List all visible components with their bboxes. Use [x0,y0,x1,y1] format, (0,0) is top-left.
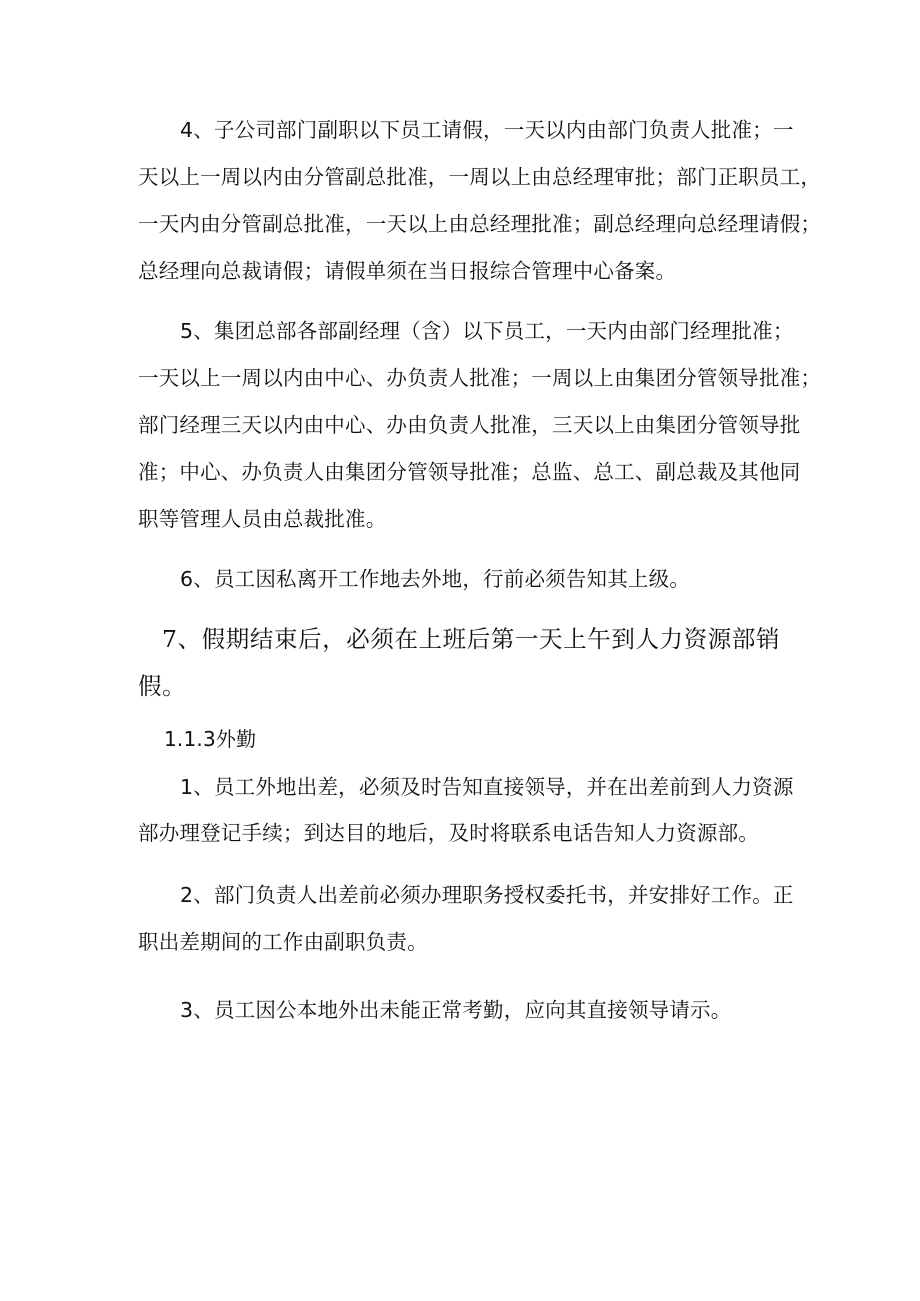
item-5-line-1: 5、集团总部各部副经理（含）以下员工，一天内由部门经理批准； [180,319,794,343]
out-1-line-1: 1、员工外地出差，必须及时告知直接领导，并在出差前到人力资源 [180,775,794,799]
item-7-line-1: 7、假期结束后，必须在上班后第一天上午到人力资源部销 [162,625,781,653]
item-5-line-3: 部门经理三天以内由中心、办由负责人批准，三天以上由集团分管领导批 [138,413,801,437]
item-5-line-5: 职等管理人员由总裁批准。 [138,507,387,531]
out-3-line-1: 3、员工因公本地外出未能正常考勤，应向其直接领导请示。 [180,998,732,1022]
item-4-line-4: 总经理向总裁请假；请假单须在当日报综合管理中心备案。 [138,259,677,283]
item-4-line-1: 4、子公司部门副职以下员工请假，一天以内由部门负责人批准；一 [180,118,794,142]
item-4-line-3: 一天内由分管副总批准，一天以上由总经理批准；副总经理向总经理请假； [138,212,822,236]
item-5-line-2: 一天以上一周以内由中心、办负责人批准；一周以上由集团分管领导批准； [138,366,822,390]
item-7-line-2: 假。 [138,672,187,700]
out-2-line-2: 职出差期间的工作由副职负责。 [138,930,428,954]
item-4-line-2: 天以上一周以内由分管副总批准，一周以上由总经理审批；部门正职员工， [138,165,822,189]
section-heading: 1.1.3外勤 [164,727,257,751]
item-5-line-4: 准；中心、办负责人由集团分管领导批准；总监、总工、副总裁及其他同 [138,460,801,484]
out-2-line-1: 2、部门负责人出差前必须办理职务授权委托书，并安排好工作。正 [180,883,794,907]
out-1-line-2: 部办理登记手续；到达目的地后，及时将联系电话告知人力资源部。 [138,821,759,845]
item-6-line-1: 6、员工因私离开工作地去外地，行前必须告知其上级。 [180,567,691,591]
